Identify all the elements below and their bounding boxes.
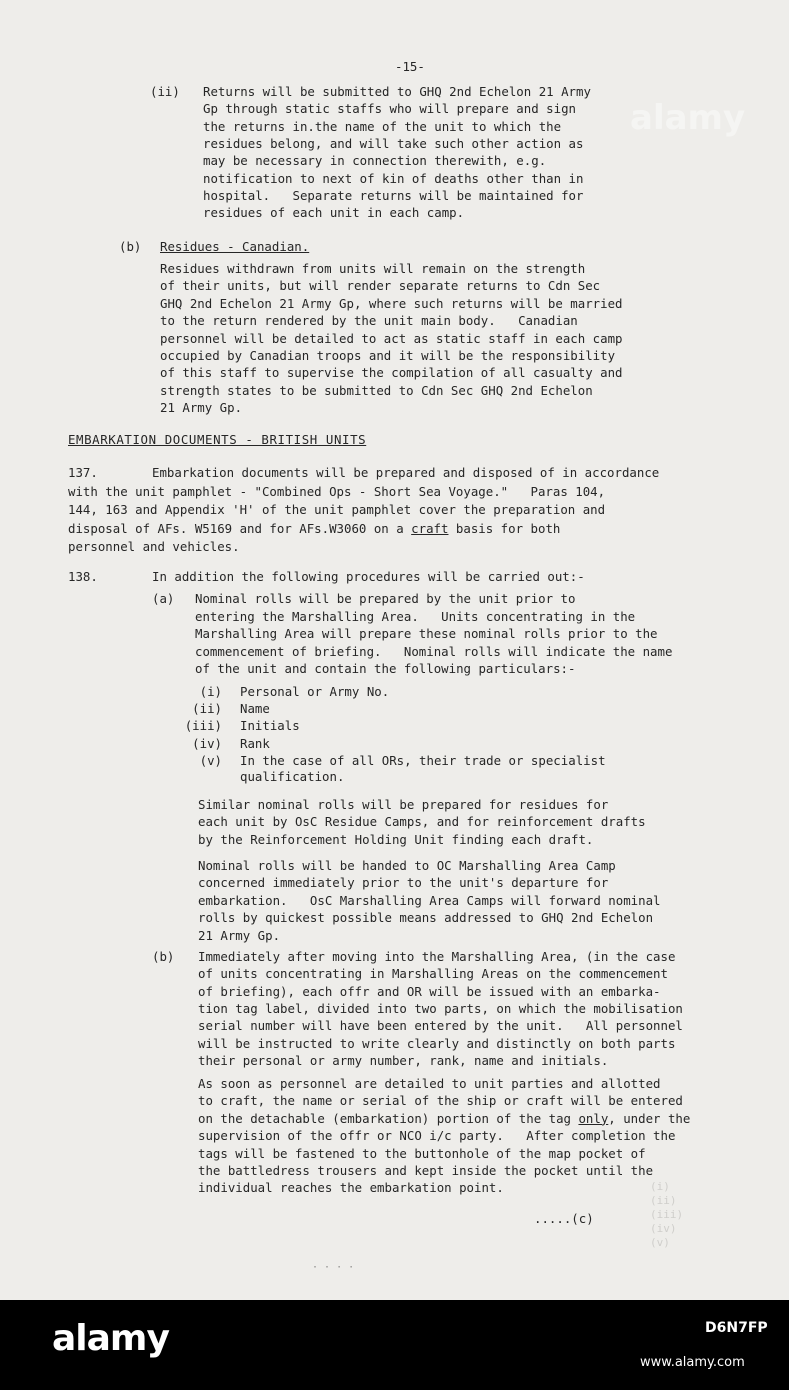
text-segment: basis for both — [448, 520, 561, 536]
text-line: personnel will be detailed to act as static staff in each camp — [160, 330, 623, 346]
text-line: tags will be fastened to the buttonhole of the map pocket of — [198, 1145, 646, 1161]
item-label-b2: (b) — [152, 949, 175, 964]
text-line: tion tag label, divided into two parts, on which the mobilisation — [198, 1000, 683, 1016]
text-line — [68, 520, 560, 537]
alamy-logo: alamy — [52, 1318, 169, 1359]
text-line: supervision of the offr or NCO i/c party. After completion the — [198, 1128, 676, 1144]
item-label-b: (b) — [119, 239, 142, 254]
text-line: will be instructed to write clearly and distinctly on both parts — [198, 1035, 676, 1051]
item-label-ii: (ii) — [150, 84, 180, 99]
text-line: As soon as personnel are detailed to unit parties and allotted — [198, 1076, 661, 1091]
particular-v-continuation: qualification. — [240, 769, 345, 784]
para-138-number: 138. — [68, 569, 98, 584]
text-line: Nominal rolls will be prepared by the unit prior to — [195, 591, 576, 606]
section-heading: EMBARKATION DOCUMENTS - BRITISH UNITS — [68, 432, 367, 447]
text-line: each unit by OsC Residue Camps, and for reinforcement drafts — [198, 814, 646, 830]
text-line: hospital. Separate returns will be maintained for — [203, 187, 584, 203]
text-line: commencement of briefing. Nominal rolls will indicate the name — [195, 643, 673, 659]
page-number: -15- — [395, 59, 425, 74]
alamy-watermark-overlay: alamy — [630, 98, 746, 138]
image-id: D6N7FP — [705, 1320, 768, 1336]
text-line: GHQ 2nd Echelon 21 Army Gp, where such returns will be married — [160, 295, 623, 311]
text-line: Nominal rolls will be handed to OC Marshalling Area Camp — [198, 858, 616, 873]
text-line: may be necessary in connection therewith, e.g. — [203, 153, 547, 169]
particular-number: (iv) — [192, 735, 222, 751]
text-line: of briefing), each offr and OR will be issued with an embarka- — [198, 983, 661, 999]
particular-text: Initials — [240, 718, 300, 734]
text-line: 21 Army Gp. — [160, 400, 243, 416]
text-segment: disposal of AFs. W5169 and for AFs.W3060 on a — [68, 520, 412, 536]
para-137-number: 137. — [68, 465, 98, 480]
bleed-through-marks: (i) (ii) (iii) (iv) (v) — [650, 1180, 684, 1249]
text-line: residues of each unit in each camp. — [203, 205, 465, 221]
text-line: of this staff to supervise the compilation of all casualty and — [160, 365, 623, 381]
site-url: www.alamy.com — [640, 1355, 745, 1370]
continuation-marker: .....(c) — [534, 1211, 594, 1226]
text-line: individual reaches the embarkation point. — [198, 1180, 504, 1196]
text-line: notification to next of kin of deaths other than in — [203, 170, 584, 186]
text-line: Marshalling Area will prepare these nominal rolls prior to the — [195, 626, 658, 642]
text-line: to the return rendered by the unit main body. Canadian — [160, 313, 578, 329]
residues-canadian-heading: Residues - Canadian. — [160, 239, 310, 254]
text-line: of their units, but will render separate returns to Cdn Sec — [160, 278, 601, 294]
text-line: of the unit and contain the following particulars:- — [195, 661, 576, 677]
particular-number: (iii) — [184, 718, 222, 734]
text-line: 21 Army Gp. — [198, 927, 281, 943]
text-line: Similar nominal rolls will be prepared for residues for — [198, 797, 609, 812]
paper-smudge: · · · · — [312, 1262, 355, 1273]
text-line: the returns in.the name of the unit to which the — [203, 118, 562, 134]
text-line: the battledress trousers and kept inside the pocket until the — [198, 1163, 654, 1178]
particular-text: In the case of all ORs, their trade or specialist — [240, 752, 606, 768]
particular-text: Personal or Army No. — [240, 684, 390, 699]
text-segment: , under the — [608, 1110, 691, 1126]
text-line: 144, 163 and Appendix 'H' of the unit pamphlet cover the preparation and — [68, 502, 606, 517]
text-line — [198, 1110, 690, 1127]
particular-number: (i) — [199, 684, 222, 699]
text-line: strength states to be submitted to Cdn Sec GHQ 2nd Echelon — [160, 382, 593, 398]
text-line: of units concentrating in Marshalling Areas on the commencement — [198, 966, 668, 982]
particular-text: Name — [240, 701, 270, 717]
para-138-intro: In addition the following procedures will be carried out:- — [152, 569, 585, 584]
text-line: personnel and vehicles. — [68, 539, 240, 554]
text-line: Gp through static staffs who will prepare and sign — [203, 101, 576, 117]
text-line: serial number will have been entered by the unit. All personnel — [198, 1018, 683, 1034]
particular-text: Rank — [240, 735, 270, 751]
particular-number: (v) — [199, 752, 222, 768]
underlined-word-craft: craft — [411, 520, 449, 536]
text-line: embarkation. OsC Marshalling Area Camps will forward nominal — [198, 892, 661, 908]
text-line: occupied by Canadian troops and it will be the responsibility — [160, 348, 616, 363]
text-line: by the Reinforcement Holding Unit finding each draft. — [198, 831, 594, 847]
text-line: to craft, the name or serial of the ship or craft will be entered — [198, 1093, 683, 1109]
text-line: Returns will be submitted to GHQ 2nd Echelon 21 Army — [203, 84, 591, 99]
particular-number: (ii) — [192, 701, 222, 717]
text-line: rolls by quickest possible means addressed to GHQ 2nd Echelon — [198, 910, 654, 926]
text-line: Immediately after moving into the Marshalling Area, (in the case — [198, 949, 676, 964]
text-line: their personal or army number, rank, name and initials. — [198, 1052, 609, 1068]
underlined-word-only: only — [578, 1110, 609, 1126]
item-label-a: (a) — [152, 591, 175, 606]
text-line: Residues withdrawn from units will remain on the strength — [160, 261, 586, 276]
text-segment: on the detachable (embarkation) portion of the tag — [198, 1110, 579, 1126]
text-line: entering the Marshalling Area. Units concentrating in the — [195, 608, 636, 624]
text-line: Embarkation documents will be prepared and disposed of in accordance — [152, 465, 660, 480]
text-line: concerned immediately prior to the unit's departure for — [198, 875, 609, 891]
text-line: residues belong, and will take such other action as — [203, 135, 584, 151]
text-line: with the unit pamphlet - "Combined Ops - Short Sea Voyage." Paras 104, — [68, 483, 606, 499]
